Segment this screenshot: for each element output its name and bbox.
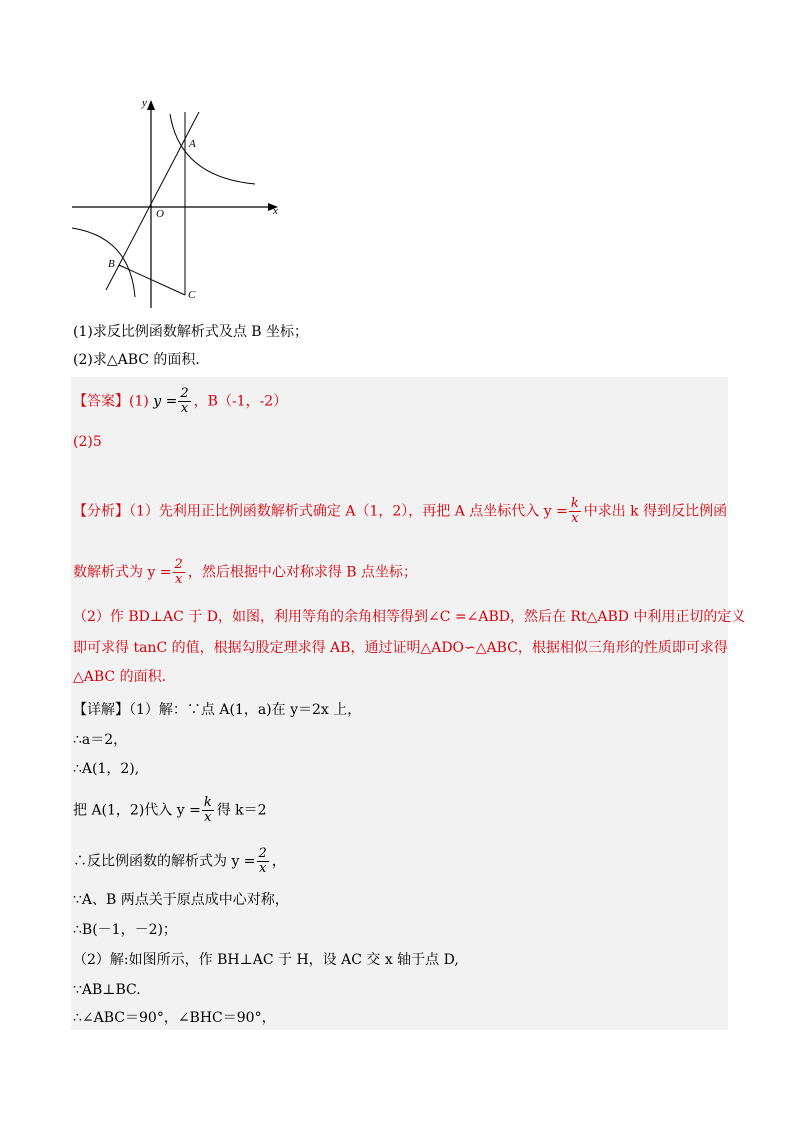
- label-c: C: [188, 289, 196, 301]
- analysis-text-2a: 数解析式为 y =: [73, 564, 172, 581]
- segment-bc: [119, 265, 185, 295]
- label-a: A: [189, 138, 196, 150]
- detail-line-6: ∵A、B 两点关于原点成中心对称，: [73, 892, 289, 908]
- detail-text-5a: ∴反比例函数的解析式为 y =: [73, 853, 256, 870]
- analysis-line-1: [73, 497, 727, 526]
- detail-line-2: ∴a＝2，: [73, 732, 128, 748]
- detail-line-8: （2）解:如图所示，作 BH⊥AC 于 H，设 AC 交 x 轴于点 D,: [73, 952, 459, 968]
- y-axis-arrow: [147, 100, 155, 110]
- question-part-1: (1)求反比例函数解析式及点 B 坐标；: [73, 324, 309, 340]
- function-graph-figure: [70, 92, 290, 312]
- detail-frac-num-5: 2: [258, 846, 267, 861]
- analysis-line-4: 即可求得 tanC 的值，根据勾股定理求得 AB，通过证明△ADO∽△ABC，根据相似三角形的性质即可求得: [73, 640, 728, 656]
- answer-prefix: 【答案】(1): [73, 393, 154, 410]
- label-b: B: [108, 258, 115, 270]
- coordinate-plane: [70, 92, 290, 312]
- detail-fraction-2: [257, 847, 269, 876]
- hyperbola-branch-q1: [170, 114, 255, 184]
- label-y: y: [142, 97, 147, 109]
- analysis-line-2: [73, 558, 417, 587]
- answer-frac-den: x: [180, 401, 189, 416]
- answer-suffix: ，B（-1，-2）: [193, 393, 288, 410]
- analysis-fraction-k: [569, 497, 581, 526]
- analysis-frac-den-1: x: [571, 511, 579, 526]
- analysis-line-5: △ABC 的面积．: [73, 669, 176, 685]
- analysis-text-1b: 中求出 k 得到反比例函: [583, 503, 728, 520]
- answer-frac-num: 2: [180, 386, 189, 401]
- detail-line-3: ∴A(1，2),: [73, 761, 140, 777]
- answer-y-eq: y =: [153, 393, 178, 410]
- question-part-2: (2)求△ABC 的面积．: [73, 352, 210, 368]
- analysis-frac-num-1: k: [570, 496, 579, 511]
- analysis-fraction-2: [173, 558, 185, 587]
- detail-text-4b: 得 k＝2: [216, 802, 267, 819]
- detail-line-4: [73, 796, 267, 825]
- analysis-line-3: （2）作 BD⊥AC 于 D，如图，利用等角的余角相等得到∠C =∠ABD，然后在 Rt△ABD 中利用正切的定义: [73, 609, 746, 625]
- detail-line-1: 【详解】（1）解：∵点 A(1，a)在 y＝2x 上，: [73, 702, 362, 718]
- detail-line-9: ∵AB⊥BC.: [73, 982, 141, 998]
- hyperbola-branch-q3: [72, 228, 135, 297]
- label-x: x: [273, 205, 278, 217]
- analysis-frac-num-2: 2: [174, 557, 183, 572]
- detail-line-7: ∴B(－1，－2)；: [73, 922, 177, 938]
- analysis-text-1a: 【分析】（1）先利用正比例函数解析式确定 A（1，2），再把 A 点坐标代入 y =: [73, 503, 568, 520]
- answer-fraction: [178, 387, 190, 416]
- detail-text-4a: 把 A(1，2)代入 y =: [73, 802, 201, 819]
- detail-frac-den-4: x: [204, 810, 212, 825]
- detail-frac-num-4: k: [203, 795, 212, 810]
- analysis-text-2b: ，然后根据中心对称求得 B 点坐标；: [187, 564, 418, 581]
- answer-line-1: [73, 387, 287, 416]
- detail-text-5b: ，: [271, 853, 286, 870]
- detail-fraction-k: [202, 796, 214, 825]
- label-o: O: [156, 208, 164, 220]
- detail-frac-den-5: x: [259, 861, 267, 876]
- detail-line-10: ∴∠ABC＝90°，∠BHC＝90°，: [73, 1010, 276, 1026]
- analysis-frac-den-2: x: [175, 572, 183, 587]
- answer-part-2: (2)5: [73, 434, 102, 450]
- detail-line-5: [73, 847, 286, 876]
